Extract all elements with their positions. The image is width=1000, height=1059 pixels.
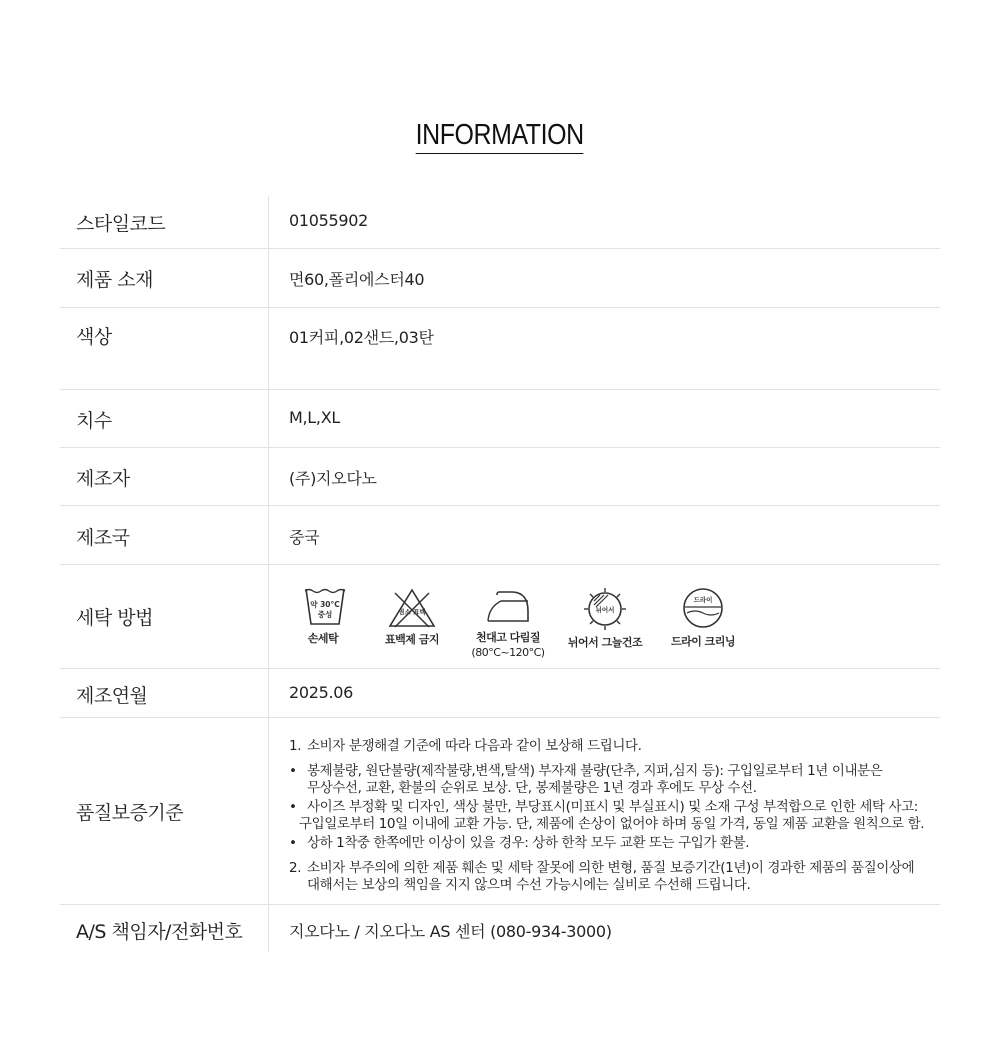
as-label: A/S 책임자/전화번호 bbox=[76, 921, 243, 943]
iron-caption-line1: 천대고 다림질 bbox=[475, 631, 541, 644]
as-value: 지오다노 / 지오다노 AS 센터 (080-934-3000) bbox=[289, 922, 612, 941]
no-bleach-icon bbox=[385, 587, 439, 646]
country-value: 중국 bbox=[289, 528, 320, 547]
quality-item-1: 1. 소비자 분쟁해결 기준에 따라 다음과 같이 보상해 드립니다. bbox=[289, 738, 642, 754]
color-label: 색상 bbox=[76, 326, 112, 348]
shade-dry-inner-text: 뉘어서 bbox=[595, 606, 615, 614]
no-bleach-caption: 표백제 금지 bbox=[385, 633, 439, 646]
dry-clean-inner-text: 드라이 bbox=[693, 596, 713, 604]
maker-value: (주)지오다노 bbox=[289, 469, 377, 488]
dry-clean-caption: 드라이 크리닝 bbox=[670, 635, 736, 648]
quality-bullet-2: • 사이즈 부정확 및 디자인, 색상 불만, 부당표시(미표시 및 부실표시) 및 소재 구성 부적합으로 인한 세탁 사고: 구입일로부터 10일 이내에 교환 가능. 단, 제품에 손상이 없어야 하며 동일 가격, 동일 제품 교환을 원칙으로 함. bbox=[289, 799, 925, 832]
row-size bbox=[60, 390, 940, 448]
quality-bullet-1: • 봉제불량, 원단불량(제작불량,변색,탈색) 부자재 불량(단추, 지퍼,심지 등): 구입일로부터 1년 이내분은 무상수선, 교환, 환불의 순위로 보상. 단, 봉제불량은 1년 경과 후에도 무상 수선. bbox=[289, 763, 883, 796]
information-heading: INFORMATION bbox=[416, 118, 584, 154]
row-date bbox=[60, 669, 940, 718]
quality-guarantee-text bbox=[289, 738, 929, 896]
quality-label: 품질보증기준 bbox=[76, 802, 184, 824]
shade-dry-flat-icon bbox=[567, 587, 643, 649]
quality-bullet-3: • 상하 1착중 한쪽에만 이상이 있을 경우: 상하 한착 모두 교환 또는 구입가 환불. bbox=[289, 835, 750, 851]
section-title bbox=[0, 118, 1000, 154]
material-value: 면60,폴리에스터40 bbox=[289, 270, 425, 289]
material-label: 제품 소재 bbox=[76, 269, 153, 291]
size-value: M,L,XL bbox=[289, 408, 340, 427]
style-code-label: 스타일코드 bbox=[76, 213, 166, 235]
row-washing bbox=[60, 565, 940, 669]
date-value: 2025.06 bbox=[289, 683, 354, 702]
dry-clean-icon bbox=[670, 587, 736, 648]
row-color bbox=[60, 308, 940, 390]
hand-wash-neutral: 중성 bbox=[317, 610, 333, 619]
style-code-value: 01055902 bbox=[289, 211, 369, 230]
date-label: 제조연월 bbox=[76, 685, 148, 707]
row-as-contact bbox=[60, 905, 940, 952]
maker-label: 제조자 bbox=[76, 468, 130, 490]
iron-icon bbox=[471, 587, 545, 659]
color-value: 01커피,02샌드,03탄 bbox=[289, 328, 434, 347]
row-quality bbox=[60, 718, 940, 905]
size-label: 치수 bbox=[76, 410, 112, 432]
row-country bbox=[60, 506, 940, 565]
quality-item-2: 2. 소비자 부주의에 의한 제품 훼손 및 세탁 잘못에 의한 변형, 품질 보증기간(1년)이 경과한 제품의 품질이상에 대해서는 보상의 책임을 지지 않으며 수선 가능시에는 실비로 수선해 드립니다. bbox=[289, 860, 915, 893]
shade-dry-caption: 뉘어서 그늘건조 bbox=[567, 636, 643, 649]
iron-caption-line2: (80°C~120°C) bbox=[471, 646, 545, 659]
no-bleach-inner-text: 염소 표백 bbox=[398, 608, 426, 616]
row-style-code bbox=[60, 196, 940, 249]
row-maker bbox=[60, 448, 940, 506]
hand-wash-caption: 손세탁 bbox=[307, 632, 339, 645]
country-label: 제조국 bbox=[76, 527, 130, 549]
wash-care-icons bbox=[289, 587, 909, 667]
product-info-table bbox=[60, 196, 940, 952]
hand-wash-icon bbox=[303, 587, 347, 645]
row-material bbox=[60, 249, 940, 308]
hand-wash-temp: 약 30°C bbox=[310, 600, 340, 609]
washing-label: 세탁 방법 bbox=[76, 607, 153, 629]
